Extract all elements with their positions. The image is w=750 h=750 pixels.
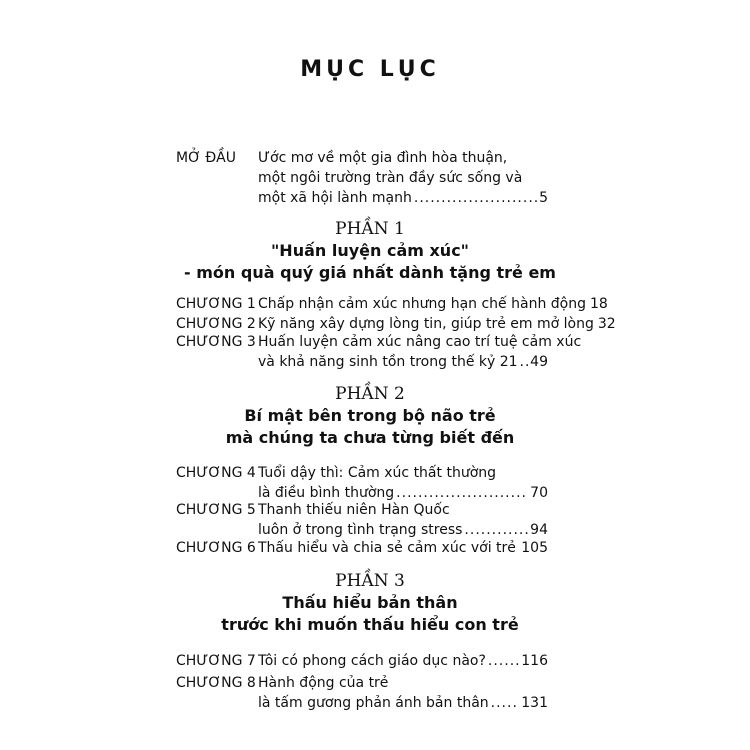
- entry-line: một ngôi trường tràn đầy sức sống và: [258, 170, 523, 186]
- entry-line: Kỹ năng xây dựng lòng tin, giúp trẻ em mở lòng 32: [258, 316, 616, 332]
- page-number: 18: [589, 296, 608, 312]
- entry-line: một xã hội lành mạnh ..... 5: [258, 188, 548, 208]
- part-number: PHẦN 1: [335, 219, 405, 239]
- page-number: 131: [521, 695, 548, 711]
- entry-label: CHƯƠNG 2: [176, 316, 256, 332]
- part-number: PHẦN 3: [335, 571, 405, 591]
- toc-entry-chapter: [176, 332, 582, 372]
- entry-line: Ước mơ về một gia đình hòa thuận,: [258, 150, 508, 166]
- toc-entry-chapter: [176, 500, 548, 540]
- page-number: 70: [530, 485, 548, 501]
- entry-label: CHƯƠNG 8: [176, 675, 256, 691]
- page-number: 94: [530, 522, 548, 538]
- toc-entry-chapter: [176, 673, 548, 713]
- toc-entry-chapter: [176, 294, 608, 314]
- dot-leader: [464, 520, 528, 540]
- page-number: 105: [521, 540, 548, 556]
- part-title: Bí mật bên trong bộ não trẻ: [244, 406, 496, 425]
- entry-label: CHƯƠNG 4: [176, 465, 256, 481]
- part-title: - món quà quý giá nhất dành tặng trẻ em: [184, 263, 556, 282]
- entry-line: là tấm gương phản ánh bản thân ..... 131: [258, 693, 548, 713]
- dot-leader: [414, 188, 537, 208]
- dot-leader: [518, 538, 519, 558]
- part-heading: [0, 570, 740, 636]
- part-title: trước khi muốn thấu hiểu con trẻ: [221, 615, 519, 634]
- entry-line: Hành động của trẻ: [258, 675, 389, 691]
- dot-leader: [520, 352, 529, 372]
- part-title: mà chúng ta chưa từng biết đến: [225, 428, 515, 447]
- toc-entry-intro: [176, 148, 548, 208]
- entry-line: Tôi có phong cách giáo dục nào? ..... 116: [258, 651, 548, 671]
- part-title: "Huấn luyện cảm xúc": [270, 241, 470, 260]
- toc-entry-chapter: [176, 463, 548, 503]
- entry-line: Thấu hiểu và chia sẻ cảm xúc với trẻ ..... 105: [258, 538, 548, 558]
- page-number: 49: [530, 354, 548, 370]
- page-number: 5: [539, 190, 548, 206]
- entry-label: CHƯƠNG 5: [176, 502, 256, 518]
- page-number: 116: [521, 653, 548, 669]
- part-heading: [0, 218, 740, 284]
- entry-label: CHƯƠNG 7: [176, 653, 256, 669]
- entry-label: CHƯƠNG 6: [176, 540, 256, 556]
- entry-line: luôn ở trong tình trạng stress ..... 94: [258, 520, 548, 540]
- dot-leader: [491, 693, 520, 713]
- entry-line: và khả năng sinh tồn trong thế kỷ 21 ..... 49: [258, 352, 548, 372]
- page-number: 32: [597, 316, 616, 332]
- toc-entry-chapter: [176, 538, 548, 558]
- entry-line: Tuổi dậy thì: Cảm xúc thất thường: [258, 465, 497, 481]
- entry-label: CHƯƠNG 3: [176, 334, 256, 350]
- part-heading: [0, 383, 740, 449]
- entry-label: CHƯƠNG 1: [176, 296, 256, 312]
- toc-entry-chapter: [176, 314, 616, 334]
- entry-label: MỞ ĐẦU: [176, 150, 236, 166]
- dot-leader: [488, 651, 519, 671]
- entry-line: Huấn luyện cảm xúc nâng cao trí tuệ cảm xúc: [258, 334, 582, 350]
- entry-line: là điều bình thường ..... 70: [258, 483, 548, 503]
- entry-line: Chấp nhận cảm xúc nhưng hạn chế hành động 18: [258, 296, 608, 312]
- toc-entry-chapter: [176, 651, 548, 671]
- toc-title: MỤC LỤC: [300, 57, 440, 82]
- part-title: Thấu hiểu bản thân: [282, 593, 458, 612]
- entry-line: Thanh thiếu niên Hàn Quốc: [258, 502, 450, 518]
- part-number: PHẦN 2: [335, 384, 405, 404]
